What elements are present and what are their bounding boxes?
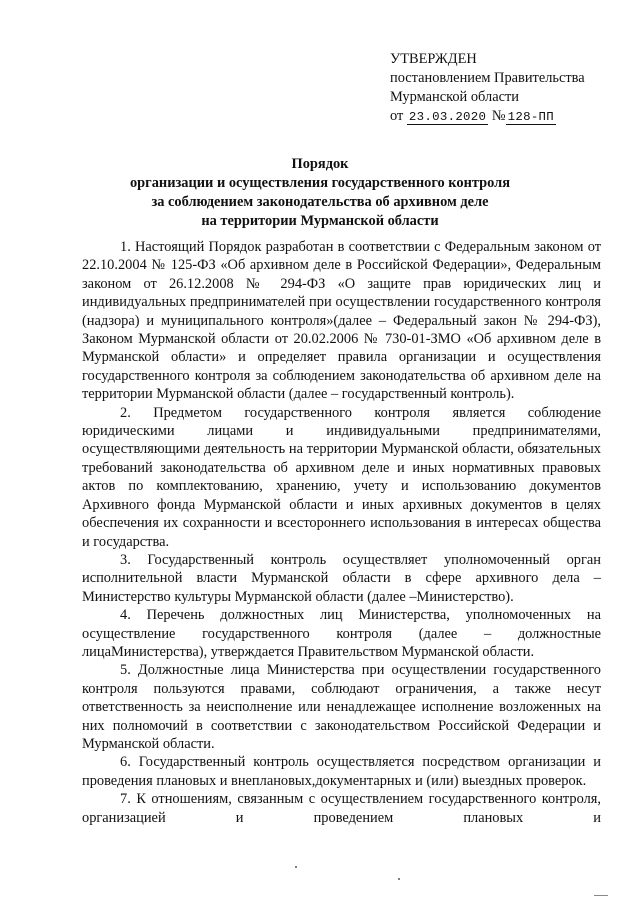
- approval-heading: УТВЕРЖДЕН: [390, 51, 477, 67]
- title-line-2: организации и осуществления государственного контроля: [129, 175, 510, 191]
- paragraph-7: 7. К отношениям, связанным с осуществлением государственного контроля, организацией и проведением плановых и: [82, 791, 601, 826]
- title-line-4: на территории Мурманской области: [201, 213, 439, 229]
- scan-speck: [398, 878, 400, 880]
- approval-number: 128-ПП: [507, 110, 555, 124]
- paragraph-6: 6. Государственный контроль осуществляется посредством организации и проведения плановых и внеплановых,документарных и (или) выездных проверок.: [82, 754, 601, 789]
- document-body: [82, 238, 601, 827]
- approval-date: 23.03.2020: [408, 110, 487, 124]
- approval-region: Мурманской области: [390, 89, 519, 105]
- paragraph-2: 2. Предметом государственного контроля является соблюдение юридическими лицами и индивидуальными предпринимателями, осуществляющими деятельность на территории Мурманской области, обязательных требований законодательства об архивном деле и иных нормативных правовых актов по комплектованию, хранению, учету и использованию документов Архивного фонда Мурманской области и иных архивных документов в целях обеспечения их сохранности и всестороннего использования в интересах общества и государства.: [82, 404, 601, 550]
- approval-date-line: [390, 107, 630, 127]
- scan-corner-mark: [594, 895, 608, 896]
- scan-speck: [295, 866, 297, 868]
- number-prefix: №: [491, 108, 506, 124]
- paragraph-5: 5. Должностные лица Министерства при осуществлении государственного контроля пользуются правами, соблюдают ограничения, а также несут ответственность за неисполнение или ненадлежащее исполнение возложенных на них полномочий в соответствии с законодательством Российской Федерации и Мурманской области.: [82, 662, 601, 752]
- approval-stamp: [390, 50, 630, 127]
- title-line-3: за соблюдением законодательства об архивном деле: [151, 194, 489, 210]
- paragraph-1: 1. Настоящий Порядок разработан в соответствии с Федеральным законом от 22.10.2004 № 125-ФЗ «Об архивном деле в Российской Федерации», Федеральным законом от 26.12.2008 № 294-ФЗ «О защите прав юридических лиц и индивидуальных предпринимателей при осуществлении государственного контроля (надзора) и муниципального контроля»(далее – Федеральный закон № 294-ФЗ), Законом Мурманской области от 20.02.2006 № 730-01-ЗМО «Об архивном деле в Мурманской области» и определяет правила организации и осуществления государственного контроля за соблюдением законодательства об архивном деле на территории Мурманской области (далее – государственный контроль).: [82, 239, 601, 403]
- approval-authority: постановлением Правительства: [390, 70, 585, 86]
- title-line-1: Порядок: [291, 156, 349, 172]
- date-prefix: от: [390, 108, 404, 124]
- paragraph-4: 4. Перечень должностных лиц Министерства, уполномоченных на осуществление государственного контроля (далее – должностные лицаМинистерства), утверждается Правительством Мурманской области.: [82, 607, 601, 660]
- paragraph-3: 3. Государственный контроль осуществляет уполномоченный орган исполнительной власти Мурманской области в сфере архивного дела – Министерство культуры Мурманской области (далее –Министерство).: [82, 551, 601, 605]
- document-title: [80, 155, 560, 231]
